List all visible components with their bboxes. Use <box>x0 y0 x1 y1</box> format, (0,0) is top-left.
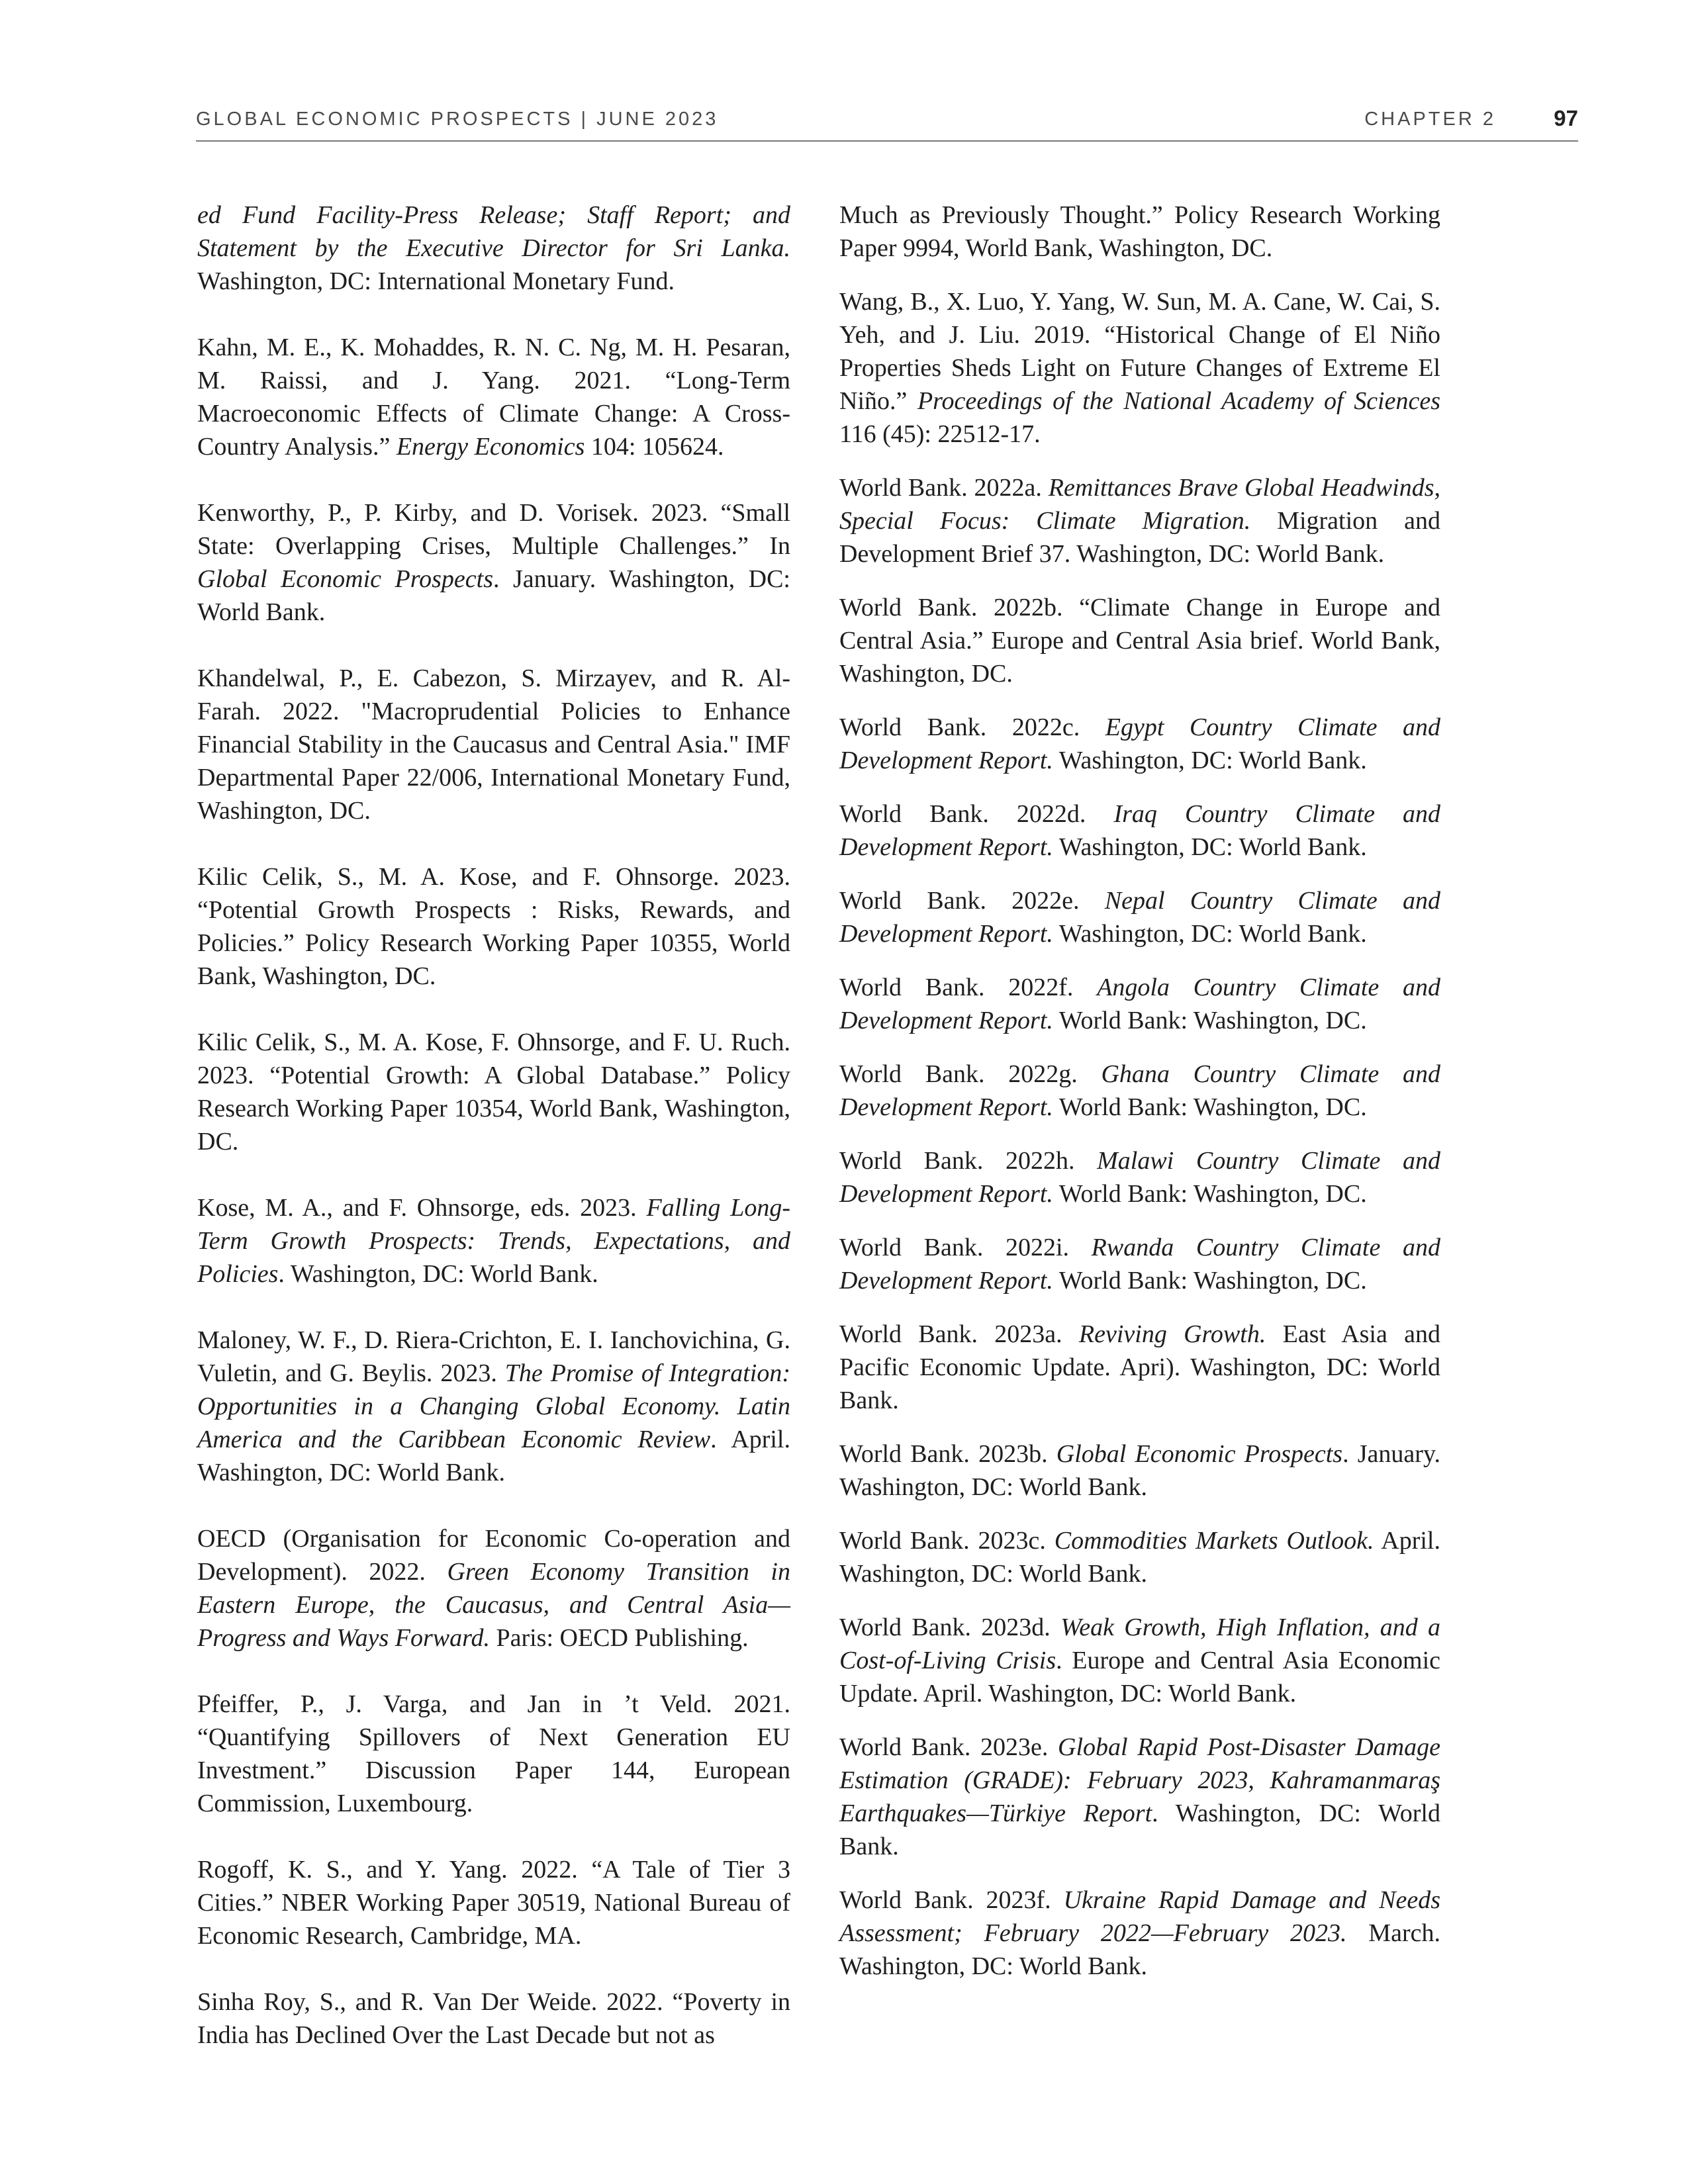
reference-text: World Bank: Washington, DC. <box>1053 1007 1367 1034</box>
reference-entry <box>197 1688 790 1820</box>
header-rule <box>196 140 1578 142</box>
reference-text: 104: 105624. <box>585 433 724 461</box>
reference-text: World Bank. 2023f. <box>839 1886 1064 1914</box>
reference-title-italic: Iraq Country Climate and Development Report. <box>839 800 1441 861</box>
reference-entry <box>197 1522 790 1655</box>
reference-entry <box>839 1437 1440 1504</box>
references-right-column <box>839 199 1440 2003</box>
reference-entry <box>839 1231 1440 1297</box>
reference-text: OECD (Organisation for Economic Co-operation and Development). 2022. <box>197 1525 790 1586</box>
reference-text: World Bank. 2023c. <box>839 1527 1055 1555</box>
reference-entry <box>197 496 790 629</box>
reference-title-italic: Reviving Growth. <box>1078 1320 1266 1348</box>
reference-text: Migration and Development Brief 37. Washington, DC: World Bank. <box>839 507 1440 568</box>
reference-entry <box>839 884 1440 950</box>
reference-entry <box>839 591 1440 690</box>
reference-text: 116 (45): 22512-17. <box>839 420 1041 448</box>
page-number: 97 <box>1554 106 1578 130</box>
reference-entry <box>197 860 790 993</box>
reference-entry <box>197 1191 790 1291</box>
reference-text: Paris: OECD Publishing. <box>489 1624 749 1652</box>
reference-text: World Bank. 2023e. <box>839 1733 1058 1761</box>
reference-text: . January. Washington, DC: World Bank. <box>197 565 790 626</box>
reference-text: World Bank. 2023d. <box>839 1614 1061 1641</box>
reference-text: World Bank. 2022f. <box>839 974 1098 1001</box>
reference-title-italic: Egypt Country Climate and Development Report. <box>839 713 1440 774</box>
reference-text: Rogoff, K. S., and Y. Yang. 2022. “A Tale of Tier 3 Cities.” NBER Working Paper 30519, National Bureau of Economic Research, Cambridge, MA. <box>197 1856 790 1950</box>
reference-text: . April. Washington, DC: World Bank. <box>197 1426 790 1486</box>
reference-text: World Bank. 2022g. <box>839 1060 1102 1088</box>
reference-title-italic: Weak Growth, High Inflation, and a Cost-of-Living Crisis <box>839 1614 1440 1674</box>
reference-text: World Bank. 2022i. <box>839 1234 1092 1261</box>
reference-title-italic: Global Economic Prospects <box>197 565 493 593</box>
publication-title: GLOBAL ECONOMIC PROSPECTS | JUNE 2023 <box>196 109 719 130</box>
reference-entry <box>197 331 790 463</box>
reference-title-italic: Global Economic Prospects <box>1056 1440 1343 1468</box>
reference-text: April. Washington, DC: World Bank. <box>839 1527 1440 1588</box>
running-header <box>196 106 1578 140</box>
reference-entry <box>839 797 1440 864</box>
reference-text: World Bank. 2022h. <box>839 1147 1098 1175</box>
reference-entry <box>839 1884 1440 1983</box>
reference-title-italic: Global Rapid Post-Disaster Damage Estimation (GRADE): February 2023, Kahramanmaraş Earthquakes—Türkiye Report <box>839 1733 1440 1827</box>
reference-text: World Bank. 2022b. “Climate Change in Europe and Central Asia.” Europe and Central Asia brief. World Bank, Washington, DC. <box>839 594 1440 688</box>
reference-title-italic: Energy Economics <box>396 433 585 461</box>
reference-text: Pfeiffer, P., J. Varga, and Jan in ’t Veld. 2021. “Quantifying Spillovers of Next Generation EU Investment.” Discussion Paper 144, European Commission, Luxembourg. <box>197 1690 790 1817</box>
reference-text: Much as Previously Thought.” Policy Research Working Paper 9994, World Bank, Washington, DC. <box>839 201 1440 262</box>
reference-text: . Washington, DC: World Bank. <box>278 1260 598 1288</box>
reference-text: . Europe and Central Asia Economic Update. April. Washington, DC: World Bank. <box>839 1647 1440 1707</box>
reference-title-italic: Rwanda Country Climate and Development Report. <box>839 1234 1440 1295</box>
reference-text: Washington, DC: World Bank. <box>1053 747 1367 774</box>
reference-title-italic: Proceedings of the National Academy of Sciences <box>917 387 1440 415</box>
reference-title-italic: Ukraine Rapid Damage and Needs Assessment; February 2022—February 2023. <box>839 1886 1440 1947</box>
reference-title-italic: Angola Country Climate and Development Report. <box>839 974 1440 1034</box>
reference-text: World Bank. 2022e. <box>839 887 1105 915</box>
reference-text: Washington, DC: International Monetary Fund. <box>197 267 675 295</box>
reference-text: . Washington, DC: World Bank. <box>839 1799 1440 1860</box>
reference-text: World Bank. 2023b. <box>839 1440 1056 1468</box>
reference-entry <box>839 711 1440 777</box>
reference-entry <box>197 1853 790 1952</box>
reference-text: Kilic Celik, S., M. A. Kose, and F. Ohnsorge. 2023. “Potential Growth Prospects : Risks, Rewards, and Policies.” Policy Research Working Paper 10355, World Bank, Washington, DC. <box>197 863 790 990</box>
reference-text: Sinha Roy, S., and R. Van Der Weide. 2022. “Poverty in India has Declined Over the Last Decade but not as <box>197 1988 790 2049</box>
references-left-column <box>197 199 790 2085</box>
reference-text: March. Washington, DC: World Bank. <box>839 1919 1440 1980</box>
chapter-label: CHAPTER 2 <box>1364 109 1496 130</box>
reference-entry <box>839 199 1440 265</box>
reference-entry <box>839 471 1440 570</box>
reference-entry <box>839 1058 1440 1124</box>
reference-title-italic: Falling Long-Term Growth Prospects: Trends, Expectations, and Policies <box>197 1194 790 1288</box>
reference-text: World Bank. 2022c. <box>839 713 1105 741</box>
reference-entry <box>197 1985 790 2052</box>
reference-text: Kahn, M. E., K. Mohaddes, R. N. C. Ng, M. H. Pesaran, M. Raissi, and J. Yang. 2021. “Long-Term Macroeconomic Effects of Climate Change: A Cross-Country Analysis.” <box>197 334 790 461</box>
reference-title-italic: Ghana Country Climate and Development Report. <box>839 1060 1441 1121</box>
reference-title-italic: Green Economy Transition in Eastern Europe, the Caucasus, and Central Asia—Progress and Ways Forward. <box>197 1558 790 1652</box>
reference-text: East Asia and Pacific Economic Update. Apri). Washington, DC: World Bank. <box>839 1320 1440 1414</box>
reference-text: Kose, M. A., and F. Ohnsorge, eds. 2023. <box>197 1194 647 1222</box>
reference-text: Kenworthy, P., P. Kirby, and D. Vorisek. 2023. “Small State: Overlapping Crises, Multiple Challenges.” In <box>197 499 790 560</box>
reference-title-italic: Commodities Markets Outlook. <box>1054 1527 1374 1555</box>
reference-entry <box>839 971 1440 1037</box>
reference-entry <box>839 1318 1440 1417</box>
reference-title-italic: Remittances Brave Global Headwinds, Special Focus: Climate Migration. <box>839 474 1440 535</box>
reference-text: World Bank. 2022a. <box>839 474 1049 502</box>
reference-entry <box>197 1026 790 1158</box>
reference-title-italic: ed Fund Facility-Press Release; Staff Report; and Statement by the Executive Director for Sri Lanka. <box>197 201 790 262</box>
reference-title-italic: Nepal Country Climate and Development Report. <box>839 887 1440 948</box>
reference-text: World Bank. 2022d. <box>839 800 1114 828</box>
reference-entry <box>197 199 790 298</box>
reference-text: World Bank. 2023a. <box>839 1320 1079 1348</box>
reference-text: Maloney, W. F., D. Riera-Crichton, E. I. Ianchovichina, G. Vuletin, and G. Beylis. 2023. <box>197 1326 790 1387</box>
reference-text: World Bank: Washington, DC. <box>1053 1180 1367 1208</box>
reference-text: Kilic Celik, S., M. A. Kose, F. Ohnsorge, and F. U. Ruch. 2023. “Potential Growth: A Global Database.” Policy Research Working Paper 10354, World Bank, Washington, DC. <box>197 1028 790 1156</box>
reference-entry <box>839 285 1440 451</box>
reference-text: Washington, DC: World Bank. <box>1053 833 1367 861</box>
reference-entry <box>197 662 790 827</box>
reference-text: . January. Washington, DC: World Bank. <box>839 1440 1440 1501</box>
reference-title-italic: The Promise of Integration: Opportunities in a Changing Global Economy. Latin America and the Caribbean Economic Review <box>197 1359 791 1453</box>
reference-text: World Bank: Washington, DC. <box>1053 1093 1367 1121</box>
reference-text: World Bank: Washington, DC. <box>1053 1267 1367 1295</box>
reference-text: Wang, B., X. Luo, Y. Yang, W. Sun, M. A. Cane, W. Cai, S. Yeh, and J. Liu. 2019. “Historical Change of El Niño Properties Sheds Light on Future Changes of Extreme El Niño.” <box>839 288 1440 415</box>
reference-entry <box>839 1524 1440 1590</box>
reference-entry <box>197 1324 790 1489</box>
reference-text: Washington, DC: World Bank. <box>1053 920 1367 948</box>
reference-text: Khandelwal, P., E. Cabezon, S. Mirzayev, and R. Al-Farah. 2022. "Macroprudential Policies to Enhance Financial Stability in the Caucasus and Central Asia." IMF Departmental Paper 22/006, International Monetary Fund, Washington, DC. <box>197 664 790 825</box>
reference-title-italic: Malawi Country Climate and Development Report. <box>839 1147 1440 1208</box>
reference-entry <box>839 1144 1440 1210</box>
reference-entry <box>839 1731 1440 1863</box>
reference-entry <box>839 1611 1440 1710</box>
